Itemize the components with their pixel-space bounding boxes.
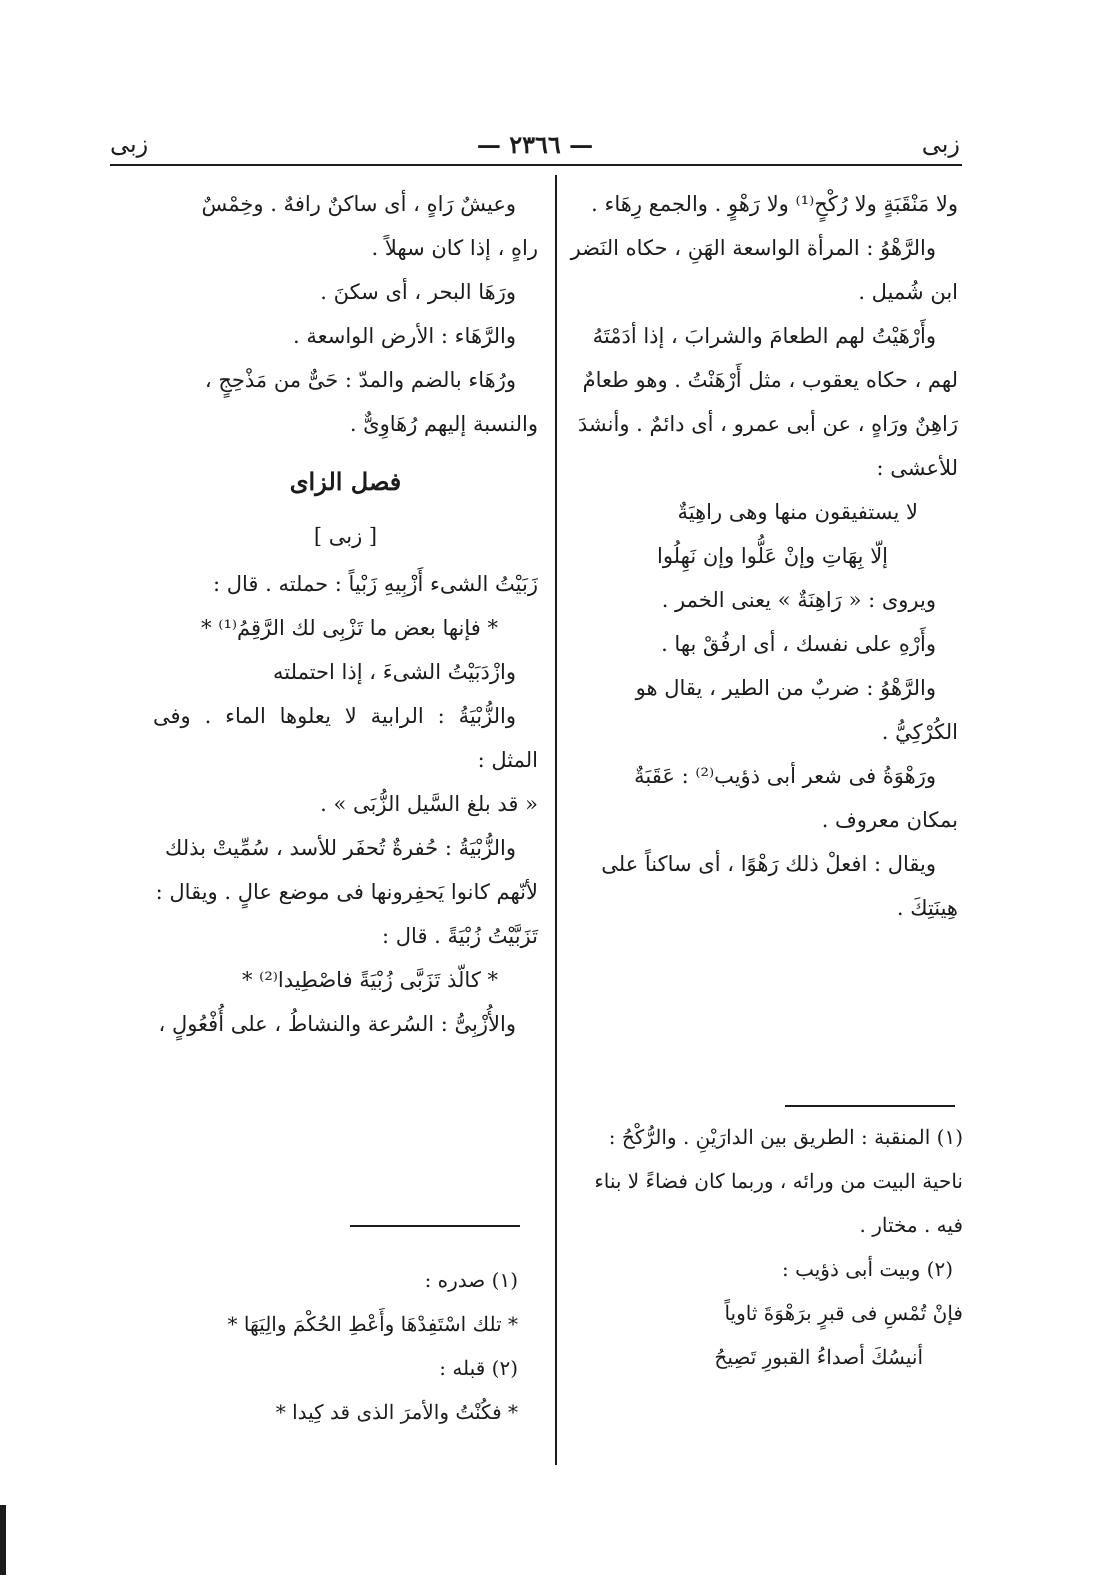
footnote-line: (١) المنقبة : الطريق بين الدارَيْنِ . والرُّكْحُ : [608,1125,963,1149]
text-line: ورُهَاء بالضم والمدّ : حَىٌّ من مَذْحِجٍ ، [204,368,516,392]
footnote-line: ناحية البيت من ورائه ، وربما كان فضاءً لا بناء [594,1169,963,1193]
text-line: ويروى : « رَاهِنَةٌ » يعنى الخمر . [661,588,936,612]
footnote-line: (٢) وبيت أبى ذؤيب : [782,1257,953,1281]
text-line: بمكان معروف . [821,808,958,832]
text-line: ورَهْوَةُ فى شعر أبى ذؤيب⁽²⁾ : عَقَبَةٌ [634,764,936,788]
text-line: زَبَيْتُ الشىء أَزْبِيهِ زَبْياً : حملته . قال : [212,572,538,596]
footnote-line: (١) صدره : [424,1268,518,1292]
footnote-line: أنيسُكَ أصداءُ القبورِ تَصِيحُ [714,1345,923,1369]
scan-edge-mark [0,1505,6,1575]
text-line: والزُّبْيَةُ : الرابية لا يعلوها الماء . وفى المثل : [153,704,538,772]
text-line: والرَّهْوُ : ضربٌ من الطير ، يقال هو [635,676,936,700]
footnote-line: فيه . مختار . [859,1213,963,1237]
right-column [563,182,958,930]
text-line: راهٍ ، إذا كان سهلاً . [371,236,538,260]
text-line: هِينَتِكَ . [896,896,958,920]
text-line: ورَهَا البحر ، أى سكنَ . [320,280,516,304]
text-line: وعيشٌ رَاهٍ ، أى ساكنٌ رافهٌ . وخِمْسٌ [201,192,516,216]
text-line: وأَرْهَيْتُ لهم الطعامَ والشرابَ ، إذا أدَمْتَهُ [592,324,936,348]
header-rule [110,164,962,166]
verse-line: لا يستفيقون منها وهى راهِيَةٌ [677,500,918,524]
verse-line: * كالّذ تَزَبَّى زُبْيَةً فاصْطِيدا⁽²⁾ * [242,968,498,992]
footnote-line: * فكُنْتُ والأمرَ الذى قد كِيدا * [275,1400,518,1424]
header-right-keyword: زبى [921,130,960,158]
text-line: وأَرْهِ على نفسك ، أى ارفُقْ بها . [661,632,936,656]
footnote-rule-left [350,1225,520,1227]
text-line: رَاهِنٌ ورَاهٍ ، عن أبى عمرو ، أى دائمٌ . وأنشدَ [577,412,958,436]
column-divider [555,175,557,1465]
section-heading: فصل الزاى [289,467,402,496]
text-line: وازْدَبَيْتُ الشىءَ ، إذا احتملته [273,660,516,684]
entry-heading: [ زبى ] [313,524,378,548]
text-line: ابن شُميل . [858,280,958,304]
footnotes-left [138,1258,518,1434]
text-line: لأنّهم كانوا يَحفِرونها فى موضع عالٍ . ويقال : [155,880,538,904]
text-line: الكُرْكِيُّ . [881,720,958,744]
text-line: للأعشى : [876,456,958,480]
page-header [110,130,960,166]
footnote-line: فإنْ تُمْسِ فى قبرٍ برَهْوَةَ ثاوياً [724,1301,963,1325]
verse-line: إلّا بِهَاتِ وإنْ عَلُّوا وإن نَهِلُوا [657,544,888,568]
footnote-rule-right [785,1105,955,1107]
text-line: « قد بلغ السَّيل الزُّبَى » . [320,792,538,816]
text-line: والرَّهَاء : الأرض الواسعة . [292,324,516,348]
verse-line: * فإنها بعض ما تَزْبِى لك الرَّقِمُ⁽¹⁾ * [201,616,498,640]
page-number: — ٢٣٦٦ — [476,130,594,159]
text-line: والنسبة إليهم رُهَاوِىٌّ . [349,412,538,436]
text-line: لهم ، حكاه يعقوب ، مثل أَرْهَنْتُ . وهو طعامٌ [582,368,958,392]
text-line: والرَّهْوُ : المرأة الواسعة الهَنِ ، حكاه النَضر [570,236,936,260]
text-line: ويقال : افعلْ ذلك رَهْوًا ، أى ساكناً على [601,852,936,876]
footnote-line: (٢) قبله : [439,1356,518,1380]
header-left-keyword: زبى [110,130,149,158]
text-line: تَزَبَّيْتُ زُبْيَةً . قال : [382,924,538,948]
footnote-line: * تلك اسْتَفِدْهَا وأَعْطِ الحُكْمَ والِيَهَا * [227,1312,518,1336]
text-line: ولا مَنْقَبَةٍ ولا رُكْحٍ⁽¹⁾ ولا رَهْوٍ . والجمع رِهَاء . [591,192,958,216]
text-line: والزُّبْيَةُ : حُفرةٌ تُحفَر للأسد ، سُمِّيتْ بذلك [165,836,516,860]
footnotes-right [563,1115,963,1379]
text-line: والأُزْبِىُّ : السُرعة والنشاطُ ، على أُفْعُولٍ ، [158,1012,516,1036]
left-column [153,182,538,1046]
